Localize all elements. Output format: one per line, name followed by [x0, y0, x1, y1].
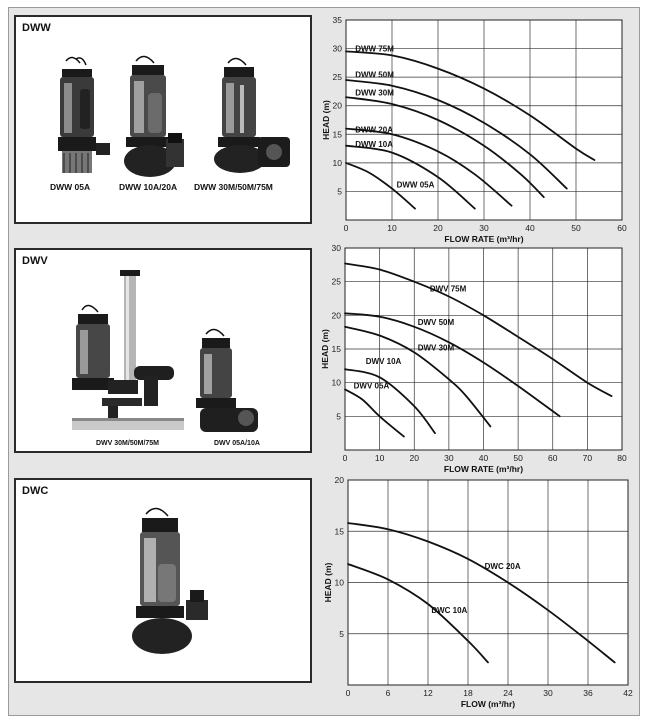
product-panel-dwc [14, 478, 312, 683]
pump-image-dww-10a-20a [122, 53, 194, 181]
product-panel-dww [14, 15, 312, 224]
x-tick-label: 20 [409, 453, 419, 463]
performance-chart-dww [318, 10, 636, 245]
y-tick-label: 10 [331, 377, 341, 388]
caption-dww-05a: DWW 05A [50, 182, 91, 192]
x-tick-label: 6 [385, 688, 391, 698]
y-tick-label: 10 [332, 157, 342, 168]
y-tick-label: 5 [336, 411, 341, 422]
panel-title: DWC [22, 485, 49, 497]
x-axis-label: FLOW RATE (m³/hr) [444, 234, 524, 244]
pump-image-dww-30m-50m-75m [212, 55, 294, 179]
series-label-dww-05a: DWW 05A [396, 180, 435, 190]
y-tick-label: 10 [334, 577, 344, 588]
x-tick-label: 60 [617, 223, 627, 233]
pump-image-dwv-05a-10a [194, 324, 266, 436]
x-tick-label: 18 [463, 688, 473, 698]
x-tick-label: 40 [478, 453, 489, 463]
x-axis-label: FLOW RATE (m³/hr) [443, 464, 524, 474]
series-label-dww-10a: DWW 10A [355, 140, 393, 149]
y-tick-label: 20 [334, 475, 344, 485]
x-tick-label: 42 [623, 688, 633, 698]
x-tick-label: 36 [583, 688, 593, 698]
x-tick-label: 30 [444, 453, 454, 463]
x-tick-label: 50 [513, 453, 523, 463]
x-tick-label: 40 [525, 223, 535, 233]
y-axis-label: HEAD (m) [323, 562, 333, 603]
series-label-dwv-75m: DWV 75M [429, 284, 467, 294]
y-tick-label: 20 [331, 310, 341, 321]
x-tick-label: 60 [548, 453, 558, 463]
x-tick-label: 0 [342, 453, 348, 463]
pump-image-dww-05a [50, 55, 112, 183]
pump-image-dwv-30m-50m-75m [68, 266, 188, 434]
caption-dww-30m-50m-75m: DWW 30M/50M/75M [194, 182, 273, 192]
x-tick-label: 30 [479, 223, 489, 233]
series-label-dwv-30m: DWV 30M [417, 343, 455, 353]
y-tick-label: 30 [332, 43, 342, 54]
y-tick-label: 15 [334, 526, 344, 537]
series-label-dww-20a: DWW 20A [355, 125, 393, 135]
x-tick-label: 12 [423, 688, 433, 698]
x-axis-label: FLOW (m³/hr) [460, 699, 516, 709]
x-tick-label: 30 [543, 688, 553, 698]
y-tick-label: 35 [332, 15, 342, 25]
y-tick-label: 20 [332, 100, 342, 111]
x-tick-label: 20 [433, 223, 443, 233]
x-tick-label: 80 [617, 453, 627, 463]
series-label-dwc-20a: DWC 20A [484, 562, 521, 572]
y-tick-label: 15 [331, 344, 341, 354]
y-tick-label: 5 [337, 186, 342, 197]
series-label-dwv-05a: DWV 05A [353, 381, 390, 391]
x-tick-label: 0 [343, 223, 349, 233]
series-label-dww-75m: DWW 75M [355, 44, 394, 54]
caption-dwv-05a-10a: DWV 05A/10A [214, 440, 260, 447]
series-label-dwc-10a: DWC 10A [431, 606, 468, 616]
panel-title: DWV [22, 255, 48, 267]
product-panel-dwv [14, 248, 312, 453]
y-tick-label: 30 [331, 243, 341, 253]
performance-chart-dwv [318, 242, 636, 474]
y-axis-label: HEAD (m) [321, 100, 331, 140]
panel-title: DWW [22, 22, 51, 34]
y-tick-label: 5 [339, 628, 344, 639]
x-tick-label: 24 [503, 688, 513, 698]
pump-image-dwc [126, 504, 216, 660]
performance-chart-dwc [318, 474, 636, 714]
y-axis-label: HEAD (m) [320, 329, 330, 369]
y-tick-label: 25 [331, 276, 341, 287]
series-label-dwv-10a: DWV 10A [365, 357, 402, 367]
caption-dwv-30m-50m-75m: DWV 30M/50M/75M [96, 440, 160, 447]
series-label-dwv-50m: DWV 50M [417, 318, 455, 328]
series-label-dww-30m: DWW 30M [355, 88, 394, 98]
y-tick-label: 15 [332, 129, 342, 140]
series-label-dww-50m: DWW 50M [355, 70, 394, 80]
caption-dww-10a-20a: DWW 10A/20A [119, 182, 178, 192]
x-tick-label: 10 [374, 453, 385, 463]
y-tick-label: 25 [332, 72, 342, 83]
x-tick-label: 0 [345, 688, 351, 698]
x-tick-label: 50 [571, 223, 581, 233]
x-tick-label: 70 [582, 453, 593, 463]
x-tick-label: 10 [387, 223, 397, 233]
